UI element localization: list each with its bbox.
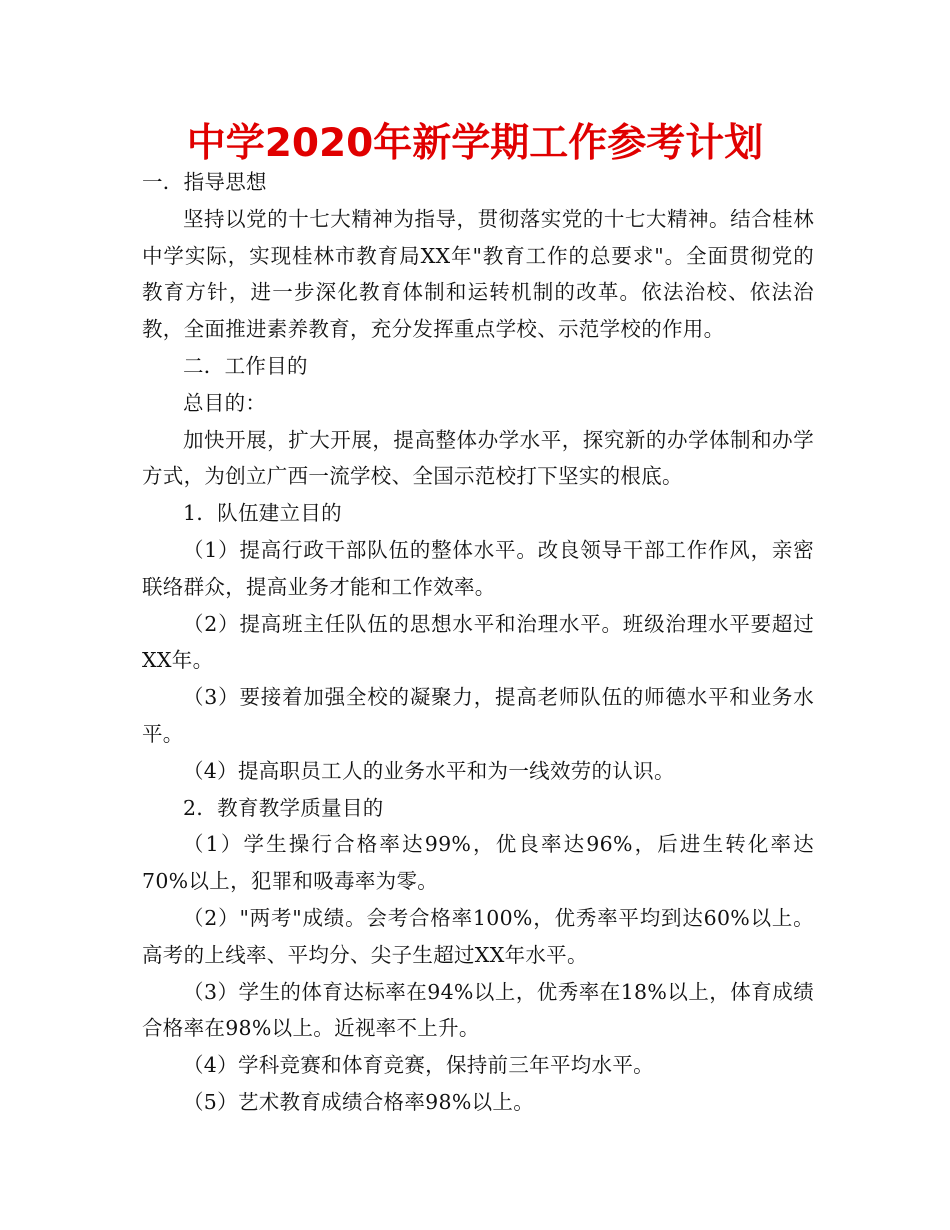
list-item: （5）艺术教育成绩合格率98%以上。 [183,1089,535,1114]
list-item: （4）学科竞赛和体育竞赛，保持前三年平均水平。 [183,1053,654,1078]
paragraph: 加快开展，扩大开展，提高整体办学水平，探究新的办学体制和办学方式，为创立广西一流学校、全国示范校打下坚实的根底。 [142,427,814,489]
document-body [142,164,814,1121]
list-item: （1）学生操行合格率达99%，优良率达96%，后进生转化率达70%以上，犯罪和吸毒率为零。 [142,832,814,894]
subsection-heading: 1．队伍建立目的 [183,501,342,526]
list-item: （2）"两考"成绩。会考合格率100%，优秀率平均到达60%以上。高考的上线率、平均分、尖子生超过XX年水平。 [142,905,814,967]
list-item: （2）提高班主任队伍的思想水平和治理水平。班级治理水平要超过XX年。 [142,611,814,673]
section-heading: 一．指导思想 [142,170,267,194]
list-item: （3）学生的体育达标率在94%以上，优秀率在18%以上，体育成绩合格率在98%以上。近视率不上升。 [142,979,814,1041]
paragraph: 坚持以党的十七大精神为指导，贯彻落实党的十七大精神。结合桂林中学实际，实现桂林市教育局XX年"教育工作的总要求"。全面贯彻党的教育方针，进一步深化教育体制和运转机制的改革。依法治校、依法治教，全面推进素养教育，充分发挥重点学校、示范学校的作用。 [142,206,814,342]
section-heading: 二．工作目的 [183,353,308,378]
document-title: 中学2020年新学期工作参考计划 [186,121,764,166]
subsection-heading: 2．教育教学质量目的 [183,795,384,820]
list-item: （3）要接着加强全校的凝聚力，提高老师队伍的师德水平和业务水平。 [142,685,814,746]
list-item: （1）提高行政干部队伍的整体水平。改良领导干部工作作风，亲密联络群众，提高业务才能和工作效率。 [142,537,814,599]
list-item: （4）提高职员工人的业务水平和为一线效劳的认识。 [183,758,675,783]
paragraph: 总目的： [183,390,267,415]
